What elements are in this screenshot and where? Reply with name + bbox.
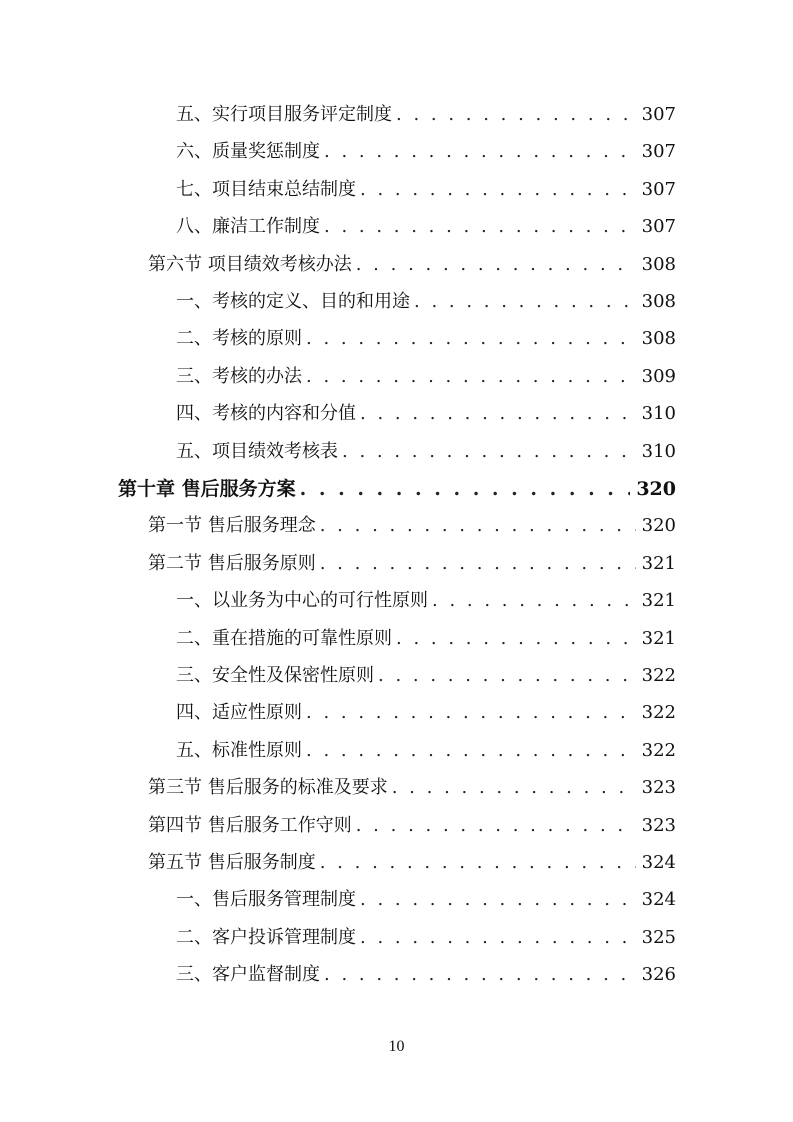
toc-entry-page: 323 xyxy=(641,777,676,799)
toc-leader-dots xyxy=(360,175,636,205)
toc-entry-title: 五、标准性原则 xyxy=(176,739,302,761)
toc-entry-page: 322 xyxy=(641,702,676,724)
toc-leader-dots xyxy=(360,923,636,953)
toc-entry-title: 三、客户监督制度 xyxy=(176,964,320,986)
toc-subsection-entry[interactable] xyxy=(176,586,676,616)
toc-entry-title: 第六节 项目绩效考核办法 xyxy=(148,253,352,275)
toc-leader-dots xyxy=(306,362,636,392)
toc-entry-title: 第四节 售后服务工作守则 xyxy=(148,814,352,836)
toc-subsection-entry[interactable] xyxy=(176,923,676,953)
toc-entry-title: 第五节 售后服务制度 xyxy=(148,852,316,873)
toc-leader-dots xyxy=(378,661,636,691)
toc-entry-page: 307 xyxy=(641,216,676,238)
toc-entry-page: 309 xyxy=(641,365,676,387)
toc-entry-title: 四、适应性原则 xyxy=(176,702,302,724)
toc-leader-dots xyxy=(356,811,636,841)
toc-leader-dots xyxy=(306,324,636,354)
toc-leader-dots xyxy=(396,100,636,130)
toc-entry-page: 308 xyxy=(641,291,676,312)
toc-subsection-entry[interactable] xyxy=(176,661,676,691)
toc-leader-dots xyxy=(360,885,636,915)
toc-leader-dots xyxy=(342,437,636,467)
toc-leader-dots xyxy=(356,250,636,280)
toc-entry-title: 一、考核的定义、目的和用途 xyxy=(176,291,410,312)
toc-leader-dots xyxy=(432,586,636,616)
toc-leader-dots xyxy=(300,474,631,504)
toc-entry-title: 二、考核的原则 xyxy=(176,328,302,350)
toc-entry-page: 322 xyxy=(641,739,676,761)
toc-entry-title: 五、实行项目服务评定制度 xyxy=(176,104,392,125)
toc-subsection-entry[interactable] xyxy=(176,324,676,354)
toc-leader-dots xyxy=(320,848,636,878)
toc-subsection-entry[interactable] xyxy=(176,212,676,242)
toc-section-entry[interactable] xyxy=(148,250,676,280)
toc-leader-dots xyxy=(414,287,636,317)
toc-entry-title: 三、安全性及保密性原则 xyxy=(176,665,374,686)
toc-entry-page: 320 xyxy=(636,478,676,500)
toc-entry-title: 五、项目绩效考核表 xyxy=(176,440,338,462)
toc-subsection-entry[interactable] xyxy=(176,736,676,766)
toc-entry-page: 310 xyxy=(641,403,676,425)
toc-leader-dots xyxy=(306,698,636,728)
page-number: 10 xyxy=(388,1038,405,1055)
toc-section-entry[interactable] xyxy=(148,773,676,803)
toc-subsection-entry[interactable] xyxy=(176,137,676,167)
toc-entry-page: 325 xyxy=(641,926,676,948)
toc-subsection-entry[interactable] xyxy=(176,624,676,654)
toc-entry-page: 308 xyxy=(641,253,676,275)
toc-entry-page: 326 xyxy=(641,964,676,986)
toc-chapter-entry[interactable] xyxy=(118,474,676,504)
toc-section-entry[interactable] xyxy=(148,549,676,579)
toc-entry-title: 八、廉洁工作制度 xyxy=(176,216,320,238)
toc-entry-page: 321 xyxy=(641,590,676,612)
toc-entry-page: 320 xyxy=(641,515,676,537)
toc-leader-dots xyxy=(324,212,636,242)
toc-entry-title: 三、考核的办法 xyxy=(176,365,302,387)
toc-leader-dots xyxy=(360,399,636,429)
toc-subsection-entry[interactable] xyxy=(176,885,676,915)
toc-entry-page: 321 xyxy=(641,627,676,649)
toc-entry-page: 321 xyxy=(641,552,676,574)
toc-entry-page: 308 xyxy=(641,328,676,350)
toc-subsection-entry[interactable] xyxy=(176,960,676,990)
toc-leader-dots xyxy=(324,960,636,990)
toc-entry-title: 七、项目结束总结制度 xyxy=(176,178,356,200)
toc-leader-dots xyxy=(392,773,636,803)
toc-entry-page: 307 xyxy=(641,104,676,125)
toc-entry-page: 310 xyxy=(641,440,676,462)
toc-subsection-entry[interactable] xyxy=(176,100,676,130)
toc-entry-title: 二、重在措施的可靠性原则 xyxy=(176,627,392,649)
toc-section-entry[interactable] xyxy=(148,848,676,878)
toc-entry-title: 第三节 售后服务的标准及要求 xyxy=(148,777,388,799)
toc-entry-page: 323 xyxy=(641,814,676,836)
toc-leader-dots xyxy=(324,137,636,167)
toc-entry-title: 第十章 售后服务方案 xyxy=(118,478,296,500)
toc-subsection-entry[interactable] xyxy=(176,362,676,392)
toc-entry-title: 二、客户投诉管理制度 xyxy=(176,926,356,948)
toc-leader-dots xyxy=(306,736,636,766)
toc-leader-dots xyxy=(320,549,636,579)
toc-entry-title: 一、以业务为中心的可行性原则 xyxy=(176,590,428,612)
toc-section-entry[interactable] xyxy=(148,511,676,541)
toc-subsection-entry[interactable] xyxy=(176,437,676,467)
toc-entry-title: 四、考核的内容和分值 xyxy=(176,403,356,425)
toc-subsection-entry[interactable] xyxy=(176,287,676,317)
toc-subsection-entry[interactable] xyxy=(176,175,676,205)
toc-entry-page: 307 xyxy=(641,141,676,163)
toc-leader-dots xyxy=(320,511,636,541)
toc-subsection-entry[interactable] xyxy=(176,399,676,429)
toc-section-entry[interactable] xyxy=(148,811,676,841)
toc-entry-title: 第二节 售后服务原则 xyxy=(148,552,316,574)
toc-entry-page: 324 xyxy=(641,852,676,873)
toc-entry-title: 一、售后服务管理制度 xyxy=(176,889,356,911)
toc-subsection-entry[interactable] xyxy=(176,698,676,728)
toc-entry-page: 324 xyxy=(641,889,676,911)
toc-entry-title: 六、质量奖惩制度 xyxy=(176,141,320,163)
toc-leader-dots xyxy=(396,624,636,654)
toc-entry-page: 307 xyxy=(641,178,676,200)
toc-entry-title: 第一节 售后服务理念 xyxy=(148,515,316,537)
toc-entry-page: 322 xyxy=(641,665,676,686)
